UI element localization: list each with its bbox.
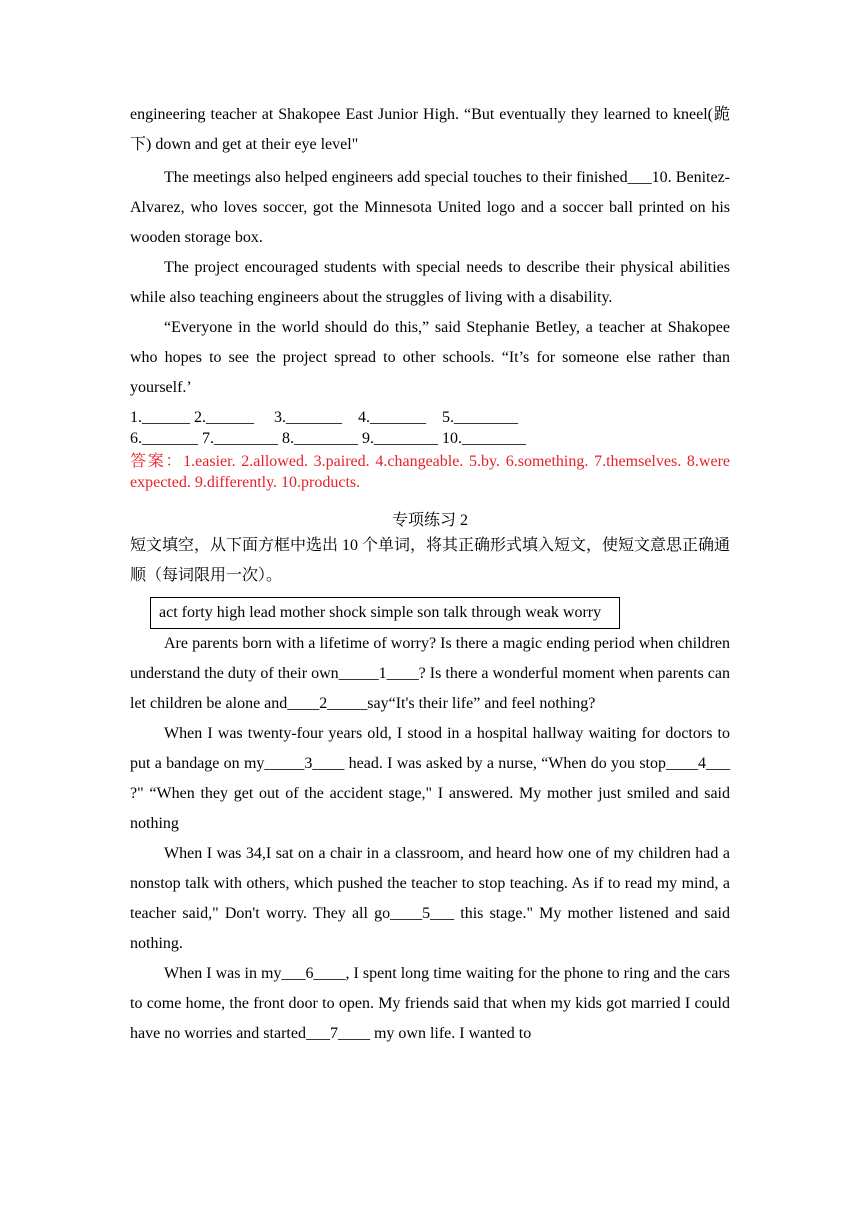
paragraph: When I was twenty-four years old, I stood in a hospital hallway waiting for doctors to put a bandage on my_____3____ head. I was asked by a nurse, “When do you stop____4___ ?" “When they get out of the accident stage," I answered. My mother just smiled and said nothing [130,725,730,832]
answer-key: 答案：1.easier. 2.allowed. 3.paired. 4.changeable. 5.by. 6.something. 7.themselves. 8.were expected. 9.differently. 10.products. [130,453,730,491]
answer-blanks-row-1: 1.______ 2.______ 3._______ 4._______ 5.________ [130,409,518,426]
word-bank-box: act forty high lead mother shock simple son talk through weak worry [150,597,620,629]
paragraph: Are parents born with a lifetime of worry? Is there a magic ending period when children understand the duty of their own_____1____? Is there a wonderful moment when parents can let children be alone and____2_____say“It's their life” and feel nothing? [130,635,730,712]
exercise-instructions: 短文填空，从下面方框中选出 10 个单词，将其正确形式填入短文，使短文意思正确通顺（每词限用一次）。 [130,537,731,584]
paragraph: The meetings also helped engineers add special touches to their finished___10. Benitez-Alvarez, who loves soccer, got the Minnesota United logo and a soccer ball printed on his wooden storage box. [130,169,730,246]
paragraph: When I was 34,I sat on a chair in a classroom, and heard how one of my children had a nonstop talk with others, which pushed the teacher to stop teaching. As if to read my mind, a teacher said," Don't worry. They all go____5___ this stage." My mother listened and said nothing. [130,845,730,952]
paragraph: engineering teacher at Shakopee East Junior High. “But eventually they learned to kneel(跪下) down and get at their eye level" [130,106,730,153]
paragraph: When I was in my___6____, I spent long time waiting for the phone to ring and the cars to come home, the front door to open. My friends said that when my kids got married I could have no worries and started___7____ my own life. I wanted to [130,965,730,1042]
answer-blanks-row-2: 6._______ 7.________ 8.________ 9.________ 10.________ [130,430,526,447]
paragraph: “Everyone in the world should do this,” said Stephanie Betley, a teacher at Shakopee who hopes to see the project spread to other schools. “It’s for someone else rather than yourself.’ [130,319,730,396]
document-body [130,100,730,1049]
paragraph: The project encouraged students with special needs to describe their physical abilities while also teaching engineers about the struggles of living with a disability. [130,259,730,306]
section-title: 专项练习 2 [391,512,468,529]
